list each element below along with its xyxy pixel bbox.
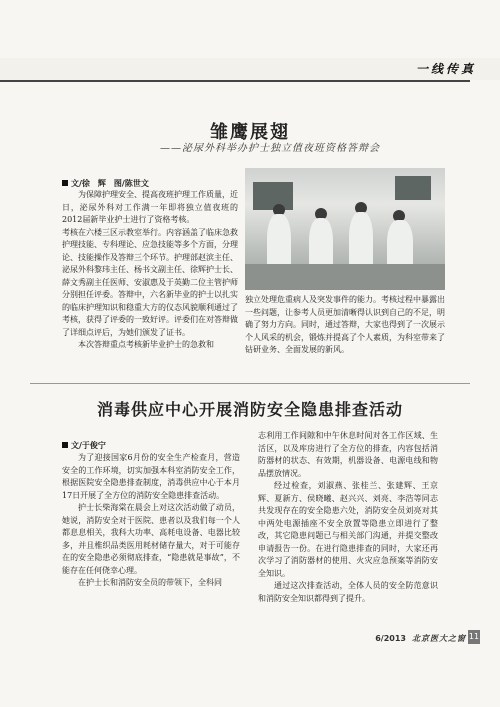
article2-paragraph: 护士长柴海棠在晨会上对这次活动做了动员，她说，消防安全对于医院、患者以及我们每一个人都息息相关，我科大功率、高耗电设备、电器比较多，并且椎织品类医用耗材储存量大，对于可能存在的安全隐患必须彻底排查，“隐患就是事故”，不能存在任何侥幸心理。: [62, 503, 240, 575]
article2-paragraph: 志利用工作间隙和中午休息时间对各工作区域、生活区，以及库房进行了全方位的排查，内容包括消防器材的状态、有效期，机器设备、电源电线和物品摆放情况。: [258, 431, 438, 478]
article1-paragraph: 为保障护理安全、提高夜班护理工作质量，近日，泌尿外科对工作满一年即将独立值夜班的2012届新毕业护士进行了资格考核。: [62, 190, 238, 224]
header-rule: [0, 80, 470, 82]
article2-paragraph: 在护士长和消防安全员的带领下，全科同: [78, 578, 222, 587]
article1-paragraph: 考核在六楼三区示教室举行。内容涵盖了临床急救护理技能、专科理论、应急技能等多个方面，分理论、技能操作及答辩三个环节。护理部赵滨主任、泌尿外科黎玮主任、杨书文副主任、徐辉护士长、薛文秀副主任医师、安淑惠及于英勤二位主管护师分别担任评委。答辩中，六名新毕业的护士以扎实的临床护理知识和稳重大方的仪态风貌顺利通过了考核，获得了评委的一致好评。评委们在对答辩做了详细点评后，为她们颁发了证书。: [62, 227, 238, 337]
article2-byline: [62, 440, 106, 451]
article2-paragraph: 为了迎接国家6月份的安全生产检查月，营造安全的工作环境，切实加强本科室消防安全工作，根据医院安全隐患排查制度，消毒供应中心于本月17日开展了全方位的消防安全隐患排查活动。: [62, 453, 240, 500]
article2-right-column: [258, 430, 438, 605]
section-tag: 一线传真: [415, 62, 476, 76]
article2-byline-text: 文/于俊宁: [71, 441, 106, 450]
article2-paragraph: 通过这次排查活动，全体人员的安全防范意识和消防安全知识都得到了提升。: [258, 581, 438, 603]
footer: [375, 633, 466, 644]
article1-right-column: [245, 294, 445, 357]
byline-square-icon: [62, 442, 68, 448]
article2-paragraph: 经过检查，刘淑燕、张桂兰、张建辉、王京辉、夏新方、侯晓曦、赵兴兴、刘亮、李浩等同志共发现存在的安全隐患六处，消防安全员刘亮对其中两处电源插座不安全放置等隐患立即进行了整改，其它隐患问题已与相关部门沟通，并提交整改申请报告一份。在进行隐患排查的同时，大家还再次学习了消防器材的使用、火灾应急预案等消防安全知识。: [258, 481, 438, 578]
article-divider: [30, 383, 470, 384]
article1-left-column: [62, 189, 238, 352]
article1-paragraph: 本次答辩重点考核新毕业护士的急救和: [78, 340, 214, 349]
footer-publication-logo: 北京医大之窗: [412, 634, 466, 643]
article1-title: 雏鹰展翅: [210, 122, 290, 143]
article1-subtitle: ——泌尿外科举办护士独立值夜班资格答辩会: [160, 143, 380, 154]
article2-left-column: [62, 452, 240, 590]
byline-square-icon: [62, 180, 68, 186]
article2-title: 消毒供应中心开展消防安全隐患排查活动: [96, 400, 403, 419]
footer-issue: 6/2013: [375, 634, 406, 643]
article1-byline: [62, 178, 149, 189]
article1-byline-text: 文/徐 辉 图/陈世文: [71, 179, 149, 188]
article1-photo: [245, 168, 445, 290]
article1-paragraph-continued: 独立处理危重病人及突发事件的能力。考核过程中暴露出一些问题，让参考人员更加清晰得认识到自己的不足，明确了努力方向。同时，通过答辩，大家也得到了一次展示个人风采的机会，锻炼并提高了个人素质，为科室带来了钻研业务、全面发展的新风。: [245, 295, 445, 354]
page-number: 11: [468, 630, 480, 644]
